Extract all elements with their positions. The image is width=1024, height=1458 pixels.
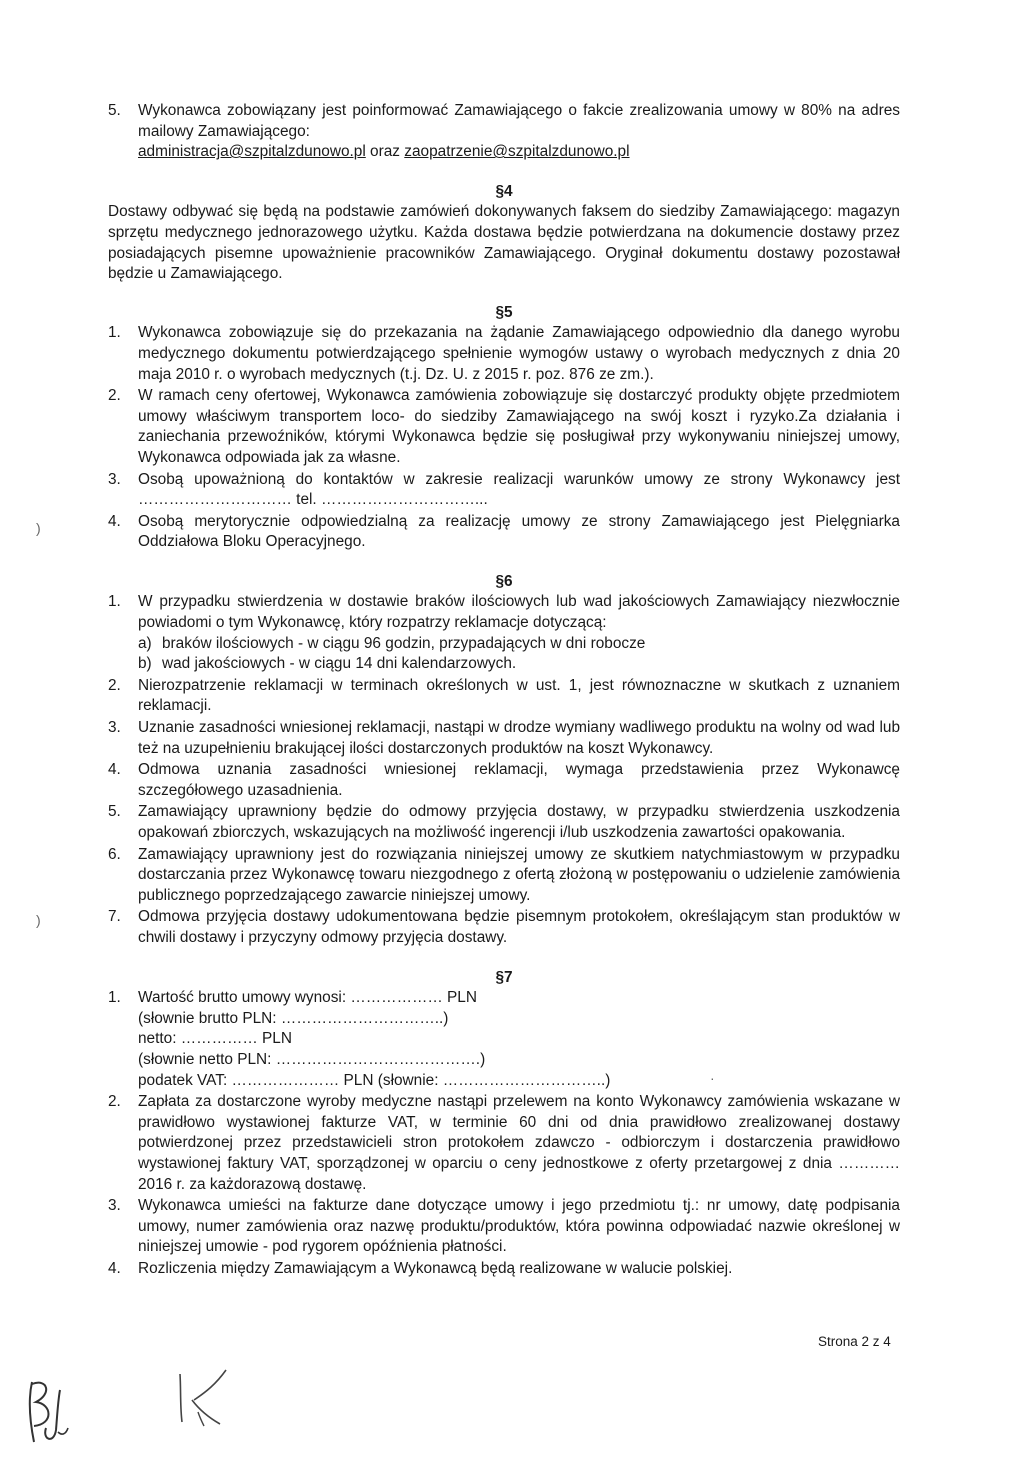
clause-text: W ramach ceny ofertowej, Wykonawca zamówienia zobowiązuje się dostarczyć produkty objęte przedmiotem umowy właściwym transportem loco- do siedziby Zamawiającego na swój koszt i ryzyko.Za działania i zaniechania przewoźników, którymi Wykonawca będzie się posługiwał przy wykonywaniu niniejszej umowy, Wykonawca odpowiada jak za własne. <box>138 387 900 466</box>
handwritten-initials-signature <box>168 1360 238 1430</box>
clause-number: 4. <box>108 761 121 779</box>
margin-pen-mark: ) <box>36 520 41 536</box>
contract-value-block <box>138 988 900 1091</box>
margin-pen-mark: ) <box>36 912 41 928</box>
clause-number: 3. <box>108 719 121 737</box>
clause-item <box>108 802 900 843</box>
clause-text: Zapłata za dostarczone wyroby medyczne nastąpi przelewem na konto Wykonawcy zamówienia wskazane w prawidłowo wystawionej fakturze VAT, w terminie 60 dni od dnia prawidłowo zrealizowanej dostawy potwierdzonej przez przedstawicieli stron protokołem zdawczo - odbiorczym i dostarczenia prawidłowo wystawionej faktury VAT, sporządzonej w oparciu o ceny jednostkowe z oferty przetargowej z dnia ………… 2016 r. za każdorazową dostawę. <box>138 1093 900 1193</box>
email-link-procurement[interactable]: zaopatrzenie@szpitalzdunowo.pl <box>404 143 630 161</box>
clause-number: 5. <box>108 102 121 119</box>
net-value-words-line: (słownie netto PLN: ………………………………….) <box>138 1050 486 1068</box>
clause-text: Odmowa uznania zasadności wniesionej reklamacji, wymaga przedstawienia przez Wykonawcę szczegółowego uzasadnienia. <box>138 761 900 799</box>
clause-number: 1. <box>108 324 121 342</box>
sub-item-text: wad jakościowych - w ciągu 14 dni kalendarzowych. <box>162 655 517 673</box>
clause-item <box>108 845 900 907</box>
section-7-list <box>108 988 900 1279</box>
clause-number: 2. <box>108 676 121 694</box>
clause-item <box>108 988 900 1091</box>
section-5-list <box>108 323 900 553</box>
gross-value-line: Wartość brutto umowy wynosi: ……………… PLN <box>138 989 477 1007</box>
clause-item <box>108 592 900 674</box>
clause-number: 1. <box>108 989 121 1007</box>
clause-number: 7. <box>108 908 121 926</box>
clause-number: 6. <box>108 845 121 863</box>
section-heading-7: §7 <box>495 968 513 986</box>
conjunction-text: oraz <box>365 143 405 161</box>
clause-text: Uznanie zasadności wniesionej reklamacji, nastąpi w drodze wymiany wadliwego produktu na wolny od wad lub też na uzupełnieniu brakującej ilości dostarczonych produktów na koszt Wykonawcy. <box>138 719 900 757</box>
clause-number: 4. <box>108 512 121 530</box>
clause-text <box>138 592 900 674</box>
clause-item <box>108 1259 900 1280</box>
clause-item <box>108 470 900 511</box>
sub-item-label: b) <box>138 655 152 673</box>
clause-item <box>108 323 900 385</box>
section-heading-5: §5 <box>495 303 513 321</box>
clause-item <box>108 718 900 759</box>
clause-text: Osobą merytorycznie odpowiedzialną za realizację umowy ze strony Zamawiającego jest Pielęgniarka Oddziałowa Bloku Operacyjnego. <box>138 512 900 551</box>
clause-text: Osobą upoważnioną do kontaktów w zakresie realizacji warunków umowy ze strony Wykonawcy jest ………………………… tel. …………………………... <box>138 470 900 509</box>
clause-text <box>138 101 900 163</box>
clause-item <box>108 101 900 163</box>
clause-text: Nierozpatrzenie reklamacji w terminach określonych w ust. 1, jest równoznaczne w skutkach z uznaniem reklamacji. <box>138 676 900 715</box>
clause-number: 5. <box>108 803 121 821</box>
clause-item <box>108 1092 900 1195</box>
clause-text: Wykonawca zobowiązuje się do przekazania na żądanie Zamawiającego odpowiednio dla danego wyrobu medycznego dokumentu potwierdzającego spełnienie wymogów ustawy o wyrobach medycznych z dnia 20 maja 2010 r. o wyrobach medycznych (t.j. Dz. U. z 2015 r. poz. 876 ze zm.). <box>138 324 900 383</box>
sub-item-label: a) <box>138 634 152 652</box>
clause-text: Odmowa przyjęcia dostawy udokumentowana będzie pisemnym protokołem, określającym stan produktów w chwili dostawy i przyczyny odmowy przyjęcia dostawy. <box>138 908 900 946</box>
section-4-paragraph: Dostawy odbywać się będą na podstawie zamówień dokonywanych faksem do siedziby Zamawiającego: magazyn sprzętu medycznego jednorazowego użytku. Każda dostawa będzie potwierdzana na dokumencie dostawy przez posiadających pisemne upoważnienie pracowników Zamawiającego. Oryginał dokumentu dostawy pozostawał będzie u Zamawiającego. <box>108 203 900 283</box>
clause-item <box>108 907 900 948</box>
clause-number: 2. <box>108 1093 121 1111</box>
clause-number: 1. <box>108 593 121 611</box>
sub-item-text: braków ilościowych - w ciągu 96 godzin, przypadających w dni robocze <box>162 634 646 652</box>
clause-sentence: W przypadku stwierdzenia w dostawie braków ilościowych lub wad jakościowych Zamawiający niezwłocznie powiadomi o tym Wykonawcę, który rozpatrzy reklamacje dotyczącą: <box>138 593 900 632</box>
clause-item <box>108 1196 900 1258</box>
email-link-administration[interactable]: administracja@szpitalzdunowo.pl <box>138 143 366 161</box>
clause-text: Rozliczenia między Zamawiającym a Wykonawcą będą realizowane w walucie polskiej. <box>138 1259 733 1277</box>
section-heading-6: §6 <box>495 572 513 590</box>
clause-text: Wykonawca umieści na fakturze dane dotyczące umowy i jego przedmiotu tj.: nr umowy, datę podpisania umowy, numer zamówienia oraz nazwę produktu/produktów, która powinna odpowiadać nazwie określonej w niniejszej umowie - pod rygorem opóźnienia płatności. <box>138 1197 900 1256</box>
handwritten-initials-signature <box>18 1370 74 1450</box>
section-heading-4: §4 <box>495 182 513 200</box>
sub-item <box>138 634 900 655</box>
clause-item <box>108 386 900 468</box>
clause-number: 3. <box>108 470 121 488</box>
clause-number: 3. <box>108 1197 121 1215</box>
clause-item <box>108 676 900 717</box>
sub-item <box>138 654 900 675</box>
stray-dot-mark: · <box>710 1070 715 1086</box>
clause-text: Zamawiający uprawniony jest do rozwiązania niniejszej umowy ze skutkiem natychmiastowym w przypadku dostarczania przez Wykonawcę towaru niezgodnego z ofertą złożoną w postępowaniu o udzielenie zamówienia publicznego poprzedzającego zawarcie niniejszej umowy. <box>138 845 900 904</box>
clause-sentence: Wykonawca zobowiązany jest poinformować Zamawiającego o fakcie zrealizowania umowy w 80% na adres mailowy Zamawiającego: <box>138 102 900 140</box>
section-6-list <box>108 592 900 948</box>
clause-item <box>108 512 900 553</box>
page-number-footer: Strona 2 z 4 <box>818 1334 891 1349</box>
net-value-line: netto: …………… PLN <box>138 1030 292 1048</box>
clause-text: Zamawiający uprawniony będzie do odmowy przyjęcia dostawy, w przypadku stwierdzenia uszkodzenia opakowań zbiorczych, wskazujących na możliwość ingerencji i/lub uszkodzenia zawartości opakowania. <box>138 803 900 841</box>
clause-number: 2. <box>108 387 121 405</box>
vat-line: podatek VAT: ………………… PLN (słownie: …………………………..) <box>138 1071 611 1089</box>
gross-value-words-line: (słownie brutto PLN: …………………………..) <box>138 1009 449 1027</box>
clause-number: 4. <box>108 1259 121 1277</box>
clause-item <box>108 760 900 801</box>
